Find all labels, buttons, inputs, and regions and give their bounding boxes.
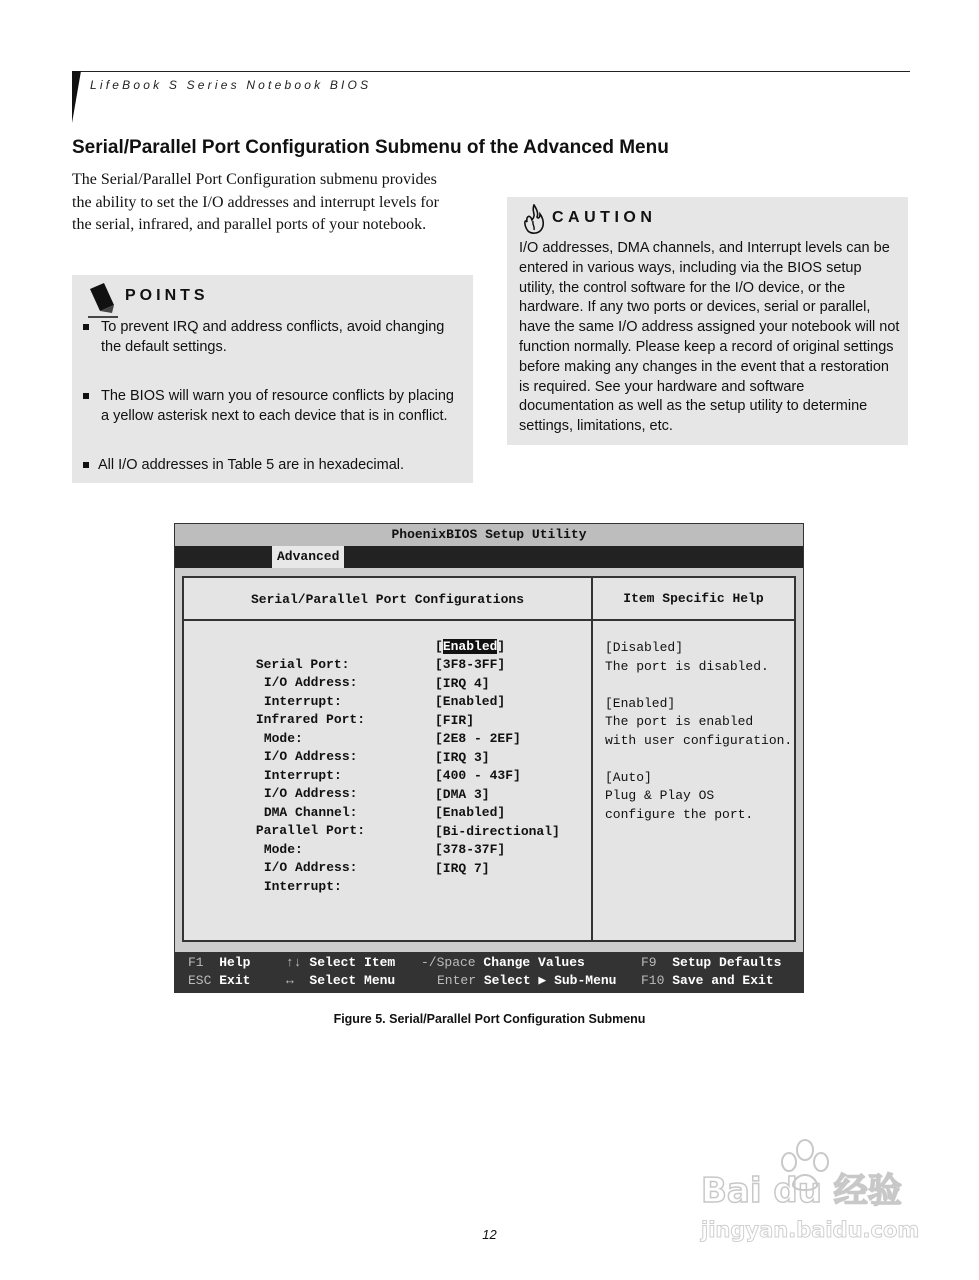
list-item [83, 317, 463, 357]
running-head: LifeBook S Series Notebook BIOS [90, 78, 372, 92]
caution-heading: CAUTION [552, 209, 657, 226]
key-hint-change-values: -/Space Change Values [421, 955, 585, 970]
setting-value[interactable]: [Enabled] [435, 805, 506, 820]
help-line: [Disabled] [605, 640, 684, 655]
list-item [83, 386, 463, 426]
caution-box [507, 197, 908, 445]
setting-value[interactable]: [IRQ 4] [435, 676, 490, 691]
point-text: The BIOS will warn you of resource conflicts by placing a yellow asterisk next to each device that is in conflict. [101, 388, 454, 424]
points-heading: POINTS [125, 287, 209, 304]
setting-value[interactable]: [378-37F] [435, 842, 506, 857]
key-hint-save-exit: F10 Save and Exit [641, 973, 774, 988]
caution-text: I/O addresses, DMA channels, and Interrupt levels can be entered in various ways, including via the BIOS setup utility, the control software for the I/O device, or the hardware. If any two ports or devices, serial or parallel, have the same I/O address assigned your notebook will not function normally. Please keep a record of original settings before making any changes in the event that a restoration is required. See your hardware and software documentation as well as the setup utility to determine settings, limitations, etc. [519, 240, 900, 435]
help-line: with user configuration. [605, 733, 793, 748]
setting-label: I/O Address: [263, 860, 358, 875]
tab-advanced[interactable]: Advanced [272, 546, 344, 568]
watermark-url: jingyan.baidu.com [701, 1218, 920, 1242]
setting-label: Parallel Port: [255, 823, 366, 838]
bullet-icon [83, 324, 89, 330]
header-rule [72, 71, 910, 72]
baidu-jingyan-watermark-logo [693, 1132, 923, 1262]
setting-value[interactable]: [IRQ 3] [435, 750, 490, 765]
setting-value[interactable]: [Enabled] [435, 694, 506, 709]
divider [591, 578, 593, 940]
setting-label: DMA Channel: [263, 805, 358, 820]
points-box [72, 275, 473, 483]
help-line: configure the port. [605, 807, 754, 822]
watermark-brand: Bai du 经验 [701, 1171, 902, 1211]
help-line: The port is enabled [605, 714, 754, 729]
help-line: Plug & Play OS [605, 788, 715, 803]
key-hint-select-item: ↑↓ Select Item [286, 955, 396, 970]
help-line: [Enabled] [605, 696, 676, 711]
setting-value[interactable]: [FIR] [435, 713, 475, 728]
setting-label: Infrared Port: [255, 712, 366, 727]
setting-value[interactable]: [2E8 - 2EF] [435, 731, 521, 746]
setting-label: I/O Address: [263, 675, 358, 690]
bullet-icon [83, 462, 89, 468]
setting-label: I/O Address: [263, 786, 358, 801]
setting-value[interactable]: [3F8-3FF] [435, 657, 506, 672]
header-tab-mark [72, 71, 81, 123]
setting-label: Interrupt: [263, 694, 342, 709]
bios-menubar [175, 546, 803, 568]
bios-panel [182, 576, 796, 942]
setting-label: Interrupt: [263, 879, 342, 894]
key-hint-select-menu: ↔ Select Menu [286, 973, 396, 988]
setting-label: Mode: [263, 731, 303, 746]
bios-screenshot [174, 523, 804, 993]
point-text: All I/O addresses in Table 5 are in hexadecimal. [98, 457, 405, 473]
item-help-heading: Item Specific Help [623, 591, 764, 606]
bullet-icon [83, 393, 89, 399]
figure-caption: Figure 5. Serial/Parallel Port Configuration Submenu [333, 1012, 646, 1026]
pencil-note-icon [86, 281, 120, 319]
divider [184, 619, 794, 621]
help-line: The port is disabled. [605, 659, 769, 674]
key-hint-setup-defaults: F9 Setup Defaults [641, 955, 782, 970]
setting-label: I/O Address: [263, 749, 358, 764]
page-number: 12 [482, 1227, 497, 1242]
key-hint-sub-menu: Enter Select ▶ Sub-Menu [437, 973, 617, 988]
setting-value[interactable]: [Bi-directional] [435, 824, 560, 839]
bios-section-heading: Serial/Parallel Port Configurations [250, 592, 525, 607]
setting-value[interactable]: [IRQ 7] [435, 861, 490, 876]
setting-value[interactable]: [400 - 43F] [435, 768, 521, 783]
intro-paragraph: The Serial/Parallel Port Configuration submenu provides the ability to set the I/O addresses and interrupt levels for the serial, infrared, and parallel ports of your notebook. [72, 171, 440, 233]
bios-key-legend [175, 952, 803, 992]
caution-flame-icon [522, 204, 546, 234]
list-item [83, 455, 463, 475]
key-hint-exit: ESC Exit [188, 973, 251, 988]
bios-title: PhoenixBIOS Setup Utility [175, 524, 803, 546]
key-hint-help: F1 Help [188, 955, 251, 970]
setting-label: Serial Port: [255, 657, 350, 672]
setting-label: Mode: [263, 842, 303, 857]
setting-value[interactable]: [DMA 3] [435, 787, 490, 802]
selected-value[interactable]: Enabled [442, 639, 498, 654]
point-text: To prevent IRQ and address conflicts, avoid changing the default settings. [101, 319, 445, 355]
setting-parallel-interrupt[interactable] [217, 860, 490, 894]
setting-value[interactable]: [Enabled] [435, 639, 506, 654]
help-line: [Auto] [605, 770, 652, 785]
section-title: Serial/Parallel Port Configuration Submenu of the Advanced Menu [72, 137, 669, 158]
setting-label: Interrupt: [263, 768, 342, 783]
